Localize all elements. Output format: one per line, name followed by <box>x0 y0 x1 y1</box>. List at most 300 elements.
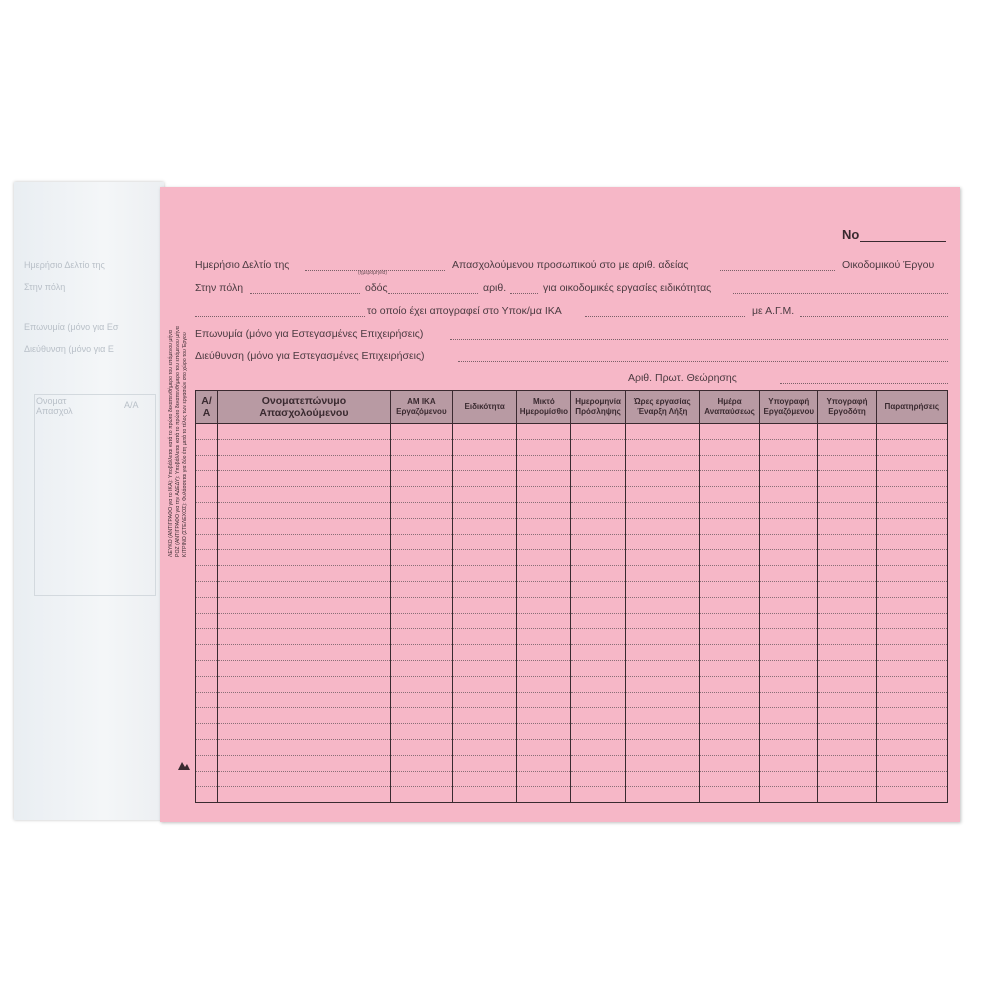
table-cell[interactable] <box>453 660 517 676</box>
table-cell[interactable] <box>699 692 759 708</box>
table-cell[interactable] <box>699 645 759 661</box>
table-cell[interactable] <box>390 424 452 440</box>
table-cell[interactable] <box>699 455 759 471</box>
table-cell[interactable] <box>218 487 391 503</box>
table-cell[interactable] <box>818 755 876 771</box>
table-cell[interactable] <box>699 613 759 629</box>
form-number-field[interactable] <box>860 241 946 242</box>
ghost-text: Διεύθυνση (μόνο για Ε <box>24 344 114 354</box>
city-field[interactable] <box>250 293 360 294</box>
table-cell[interactable] <box>453 613 517 629</box>
table-cell[interactable] <box>876 471 947 487</box>
table-cell[interactable] <box>818 502 876 518</box>
table-cell[interactable] <box>760 439 818 455</box>
table-cell[interactable] <box>760 471 818 487</box>
table-cell[interactable] <box>760 692 818 708</box>
table-cell[interactable] <box>196 613 218 629</box>
table-cell[interactable] <box>390 471 452 487</box>
table-cell[interactable] <box>571 613 625 629</box>
table-cell[interactable] <box>453 597 517 613</box>
table-cell[interactable] <box>218 534 391 550</box>
table-cell[interactable] <box>571 597 625 613</box>
table-row <box>196 581 948 597</box>
table-cell[interactable] <box>699 676 759 692</box>
table-cell[interactable] <box>196 724 218 740</box>
table-cell[interactable] <box>625 502 699 518</box>
table-cell[interactable] <box>517 597 571 613</box>
table-cell[interactable] <box>517 629 571 645</box>
table-cell[interactable] <box>196 439 218 455</box>
table-cell[interactable] <box>453 787 517 803</box>
table-cell[interactable] <box>453 708 517 724</box>
table-cell[interactable] <box>625 676 699 692</box>
table-cell[interactable] <box>517 645 571 661</box>
table-cell[interactable] <box>390 660 452 676</box>
table-cell[interactable] <box>517 724 571 740</box>
table-cell[interactable] <box>196 502 218 518</box>
table-cell[interactable] <box>699 771 759 787</box>
agm-label: με Α.Γ.Μ. <box>752 305 795 317</box>
table-cell[interactable] <box>390 550 452 566</box>
table-cell[interactable] <box>218 787 391 803</box>
table-cell[interactable] <box>876 566 947 582</box>
table-cell[interactable] <box>571 487 625 503</box>
table-cell[interactable] <box>453 455 517 471</box>
table-cell[interactable] <box>699 739 759 755</box>
table-cell[interactable] <box>218 676 391 692</box>
company-address-label: Διεύθυνση (μόνο για Εστεγασμένες Επιχειρήσεις) <box>195 350 425 362</box>
table-cell[interactable] <box>196 487 218 503</box>
table-cell[interactable] <box>390 518 452 534</box>
table-cell[interactable] <box>818 692 876 708</box>
table-cell[interactable] <box>760 708 818 724</box>
table-cell[interactable] <box>390 724 452 740</box>
table-cell[interactable] <box>760 629 818 645</box>
table-cell[interactable] <box>390 581 452 597</box>
table-cell[interactable] <box>390 692 452 708</box>
table-cell[interactable] <box>517 566 571 582</box>
table-cell[interactable] <box>196 581 218 597</box>
table-cell[interactable] <box>876 613 947 629</box>
table-cell[interactable] <box>876 676 947 692</box>
table-cell[interactable] <box>625 724 699 740</box>
table-cell[interactable] <box>876 487 947 503</box>
table-cell[interactable] <box>625 534 699 550</box>
table-cell[interactable] <box>517 739 571 755</box>
table-cell[interactable] <box>625 613 699 629</box>
table-cell[interactable] <box>876 739 947 755</box>
table-cell[interactable] <box>625 455 699 471</box>
table-cell[interactable] <box>517 676 571 692</box>
table-cell[interactable] <box>218 439 391 455</box>
table-cell[interactable] <box>571 550 625 566</box>
table-cell[interactable] <box>571 692 625 708</box>
specialty-field[interactable] <box>733 293 948 294</box>
table-cell[interactable] <box>699 708 759 724</box>
table-cell[interactable] <box>390 566 452 582</box>
table-cell[interactable] <box>818 660 876 676</box>
table-cell[interactable] <box>818 676 876 692</box>
table-cell[interactable] <box>818 455 876 471</box>
table-cell[interactable] <box>453 518 517 534</box>
table-cell[interactable] <box>760 581 818 597</box>
table-cell[interactable] <box>390 739 452 755</box>
company-name-field[interactable] <box>450 339 948 340</box>
table-cell[interactable] <box>196 645 218 661</box>
table-cell[interactable] <box>218 708 391 724</box>
table-cell[interactable] <box>517 660 571 676</box>
table-cell[interactable] <box>390 755 452 771</box>
table-cell[interactable] <box>517 487 571 503</box>
table-cell[interactable] <box>390 487 452 503</box>
table-cell[interactable] <box>625 597 699 613</box>
table-header-row <box>196 391 948 424</box>
table-cell[interactable] <box>760 518 818 534</box>
table-cell[interactable] <box>218 692 391 708</box>
table-cell[interactable] <box>699 566 759 582</box>
table-cell[interactable] <box>453 692 517 708</box>
table-row <box>196 613 948 629</box>
table-cell[interactable] <box>453 676 517 692</box>
table-cell[interactable] <box>699 439 759 455</box>
table-cell[interactable] <box>517 771 571 787</box>
table-row <box>196 550 948 566</box>
table-cell[interactable] <box>453 581 517 597</box>
license-number-field[interactable] <box>720 270 835 271</box>
table-cell[interactable] <box>196 424 218 440</box>
table-cell[interactable] <box>876 660 947 676</box>
table-cell[interactable] <box>818 566 876 582</box>
table-cell[interactable] <box>571 471 625 487</box>
table-cell[interactable] <box>876 455 947 471</box>
table-cell[interactable] <box>218 518 391 534</box>
table-cell[interactable] <box>218 771 391 787</box>
table-cell[interactable] <box>453 487 517 503</box>
table-cell[interactable] <box>390 613 452 629</box>
table-cell[interactable] <box>760 534 818 550</box>
table-cell[interactable] <box>625 755 699 771</box>
table-cell[interactable] <box>196 550 218 566</box>
table-cell[interactable] <box>196 708 218 724</box>
table-cell[interactable] <box>517 550 571 566</box>
table-cell[interactable] <box>818 739 876 755</box>
table-cell[interactable] <box>625 629 699 645</box>
table-cell[interactable] <box>625 550 699 566</box>
table-cell[interactable] <box>818 724 876 740</box>
project-field[interactable] <box>195 316 365 317</box>
table-cell[interactable] <box>453 645 517 661</box>
table-cell[interactable] <box>818 613 876 629</box>
table-cell[interactable] <box>571 787 625 803</box>
table-cell[interactable] <box>571 660 625 676</box>
table-cell[interactable] <box>453 771 517 787</box>
table-cell[interactable] <box>571 676 625 692</box>
table-cell[interactable] <box>517 692 571 708</box>
table-row <box>196 487 948 503</box>
table-cell[interactable] <box>699 629 759 645</box>
table-cell[interactable] <box>196 566 218 582</box>
table-cell[interactable] <box>818 629 876 645</box>
table-cell[interactable] <box>571 581 625 597</box>
table-cell[interactable] <box>196 518 218 534</box>
table-cell[interactable] <box>517 424 571 440</box>
table-cell[interactable] <box>699 581 759 597</box>
table-cell[interactable] <box>453 739 517 755</box>
table-cell[interactable] <box>571 424 625 440</box>
table-cell[interactable] <box>517 518 571 534</box>
table-cell[interactable] <box>625 581 699 597</box>
table-cell[interactable] <box>571 739 625 755</box>
table-cell[interactable] <box>876 629 947 645</box>
table-cell[interactable] <box>876 724 947 740</box>
table-cell[interactable] <box>196 455 218 471</box>
table-cell[interactable] <box>196 660 218 676</box>
table-cell[interactable] <box>876 645 947 661</box>
table-cell[interactable] <box>517 439 571 455</box>
table-cell[interactable] <box>453 566 517 582</box>
table-cell[interactable] <box>876 550 947 566</box>
table-cell[interactable] <box>818 597 876 613</box>
table-cell[interactable] <box>876 708 947 724</box>
table-cell[interactable] <box>218 581 391 597</box>
table-cell[interactable] <box>453 755 517 771</box>
table-cell[interactable] <box>218 645 391 661</box>
table-cell[interactable] <box>760 771 818 787</box>
table-cell[interactable] <box>876 771 947 787</box>
table-cell[interactable] <box>760 660 818 676</box>
table-cell[interactable] <box>876 787 947 803</box>
table-cell[interactable] <box>218 550 391 566</box>
table-cell[interactable] <box>818 708 876 724</box>
table-cell[interactable] <box>517 581 571 597</box>
table-cell[interactable] <box>218 502 391 518</box>
table-cell[interactable] <box>818 534 876 550</box>
table-cell[interactable] <box>218 566 391 582</box>
company-name-label: Επωνυμία (μόνο για Εστεγασμένες Επιχειρήσεις) <box>195 328 424 340</box>
table-cell[interactable] <box>760 613 818 629</box>
table-row <box>196 645 948 661</box>
table-cell[interactable] <box>699 487 759 503</box>
table-cell[interactable] <box>760 676 818 692</box>
table-cell[interactable] <box>453 439 517 455</box>
table-cell[interactable] <box>571 645 625 661</box>
table-cell[interactable] <box>218 755 391 771</box>
table-cell[interactable] <box>876 518 947 534</box>
table-cell[interactable] <box>571 534 625 550</box>
table-cell[interactable] <box>876 424 947 440</box>
table-cell[interactable] <box>218 629 391 645</box>
table-row <box>196 739 948 755</box>
table-cell[interactable] <box>625 566 699 582</box>
table-cell[interactable] <box>571 708 625 724</box>
table-cell[interactable] <box>818 424 876 440</box>
table-cell[interactable] <box>196 787 218 803</box>
table-cell[interactable] <box>390 676 452 692</box>
table-cell[interactable] <box>218 455 391 471</box>
table-cell[interactable] <box>218 471 391 487</box>
table-cell[interactable] <box>699 787 759 803</box>
table-cell[interactable] <box>390 787 452 803</box>
table-cell[interactable] <box>699 471 759 487</box>
table-cell[interactable] <box>571 439 625 455</box>
table-cell[interactable] <box>196 739 218 755</box>
table-cell[interactable] <box>699 550 759 566</box>
table-cell[interactable] <box>390 708 452 724</box>
table-cell[interactable] <box>517 787 571 803</box>
table-cell[interactable] <box>453 424 517 440</box>
table-cell[interactable] <box>699 755 759 771</box>
table-cell[interactable] <box>390 502 452 518</box>
table-cell[interactable] <box>625 660 699 676</box>
table-cell[interactable] <box>218 424 391 440</box>
ika-branch-field[interactable] <box>585 316 745 317</box>
table-cell[interactable] <box>453 724 517 740</box>
table-cell[interactable] <box>625 645 699 661</box>
table-cell[interactable] <box>517 708 571 724</box>
table-cell[interactable] <box>196 534 218 550</box>
agm-field[interactable] <box>800 316 948 317</box>
protocol-number-field[interactable] <box>780 383 948 384</box>
table-cell[interactable] <box>760 645 818 661</box>
table-cell[interactable] <box>390 439 452 455</box>
table-cell[interactable] <box>876 692 947 708</box>
table-cell[interactable] <box>699 424 759 440</box>
table-cell[interactable] <box>699 534 759 550</box>
table-cell[interactable] <box>196 692 218 708</box>
table-row <box>196 597 948 613</box>
table-cell[interactable] <box>818 439 876 455</box>
table-cell[interactable] <box>625 487 699 503</box>
table-cell[interactable] <box>699 518 759 534</box>
table-cell[interactable] <box>699 502 759 518</box>
column-header-aa: Α/Α <box>196 391 218 424</box>
table-cell[interactable] <box>818 550 876 566</box>
table-cell[interactable] <box>625 708 699 724</box>
table-cell[interactable] <box>517 455 571 471</box>
table-cell[interactable] <box>760 424 818 440</box>
table-cell[interactable] <box>818 771 876 787</box>
table-cell[interactable] <box>760 597 818 613</box>
table-cell[interactable] <box>453 471 517 487</box>
table-cell[interactable] <box>760 455 818 471</box>
table-cell[interactable] <box>625 518 699 534</box>
date-hint: (ημερομηνία) <box>358 270 388 276</box>
table-cell[interactable] <box>517 471 571 487</box>
table-cell[interactable] <box>196 597 218 613</box>
table-cell[interactable] <box>760 502 818 518</box>
table-cell[interactable] <box>625 424 699 440</box>
table-cell[interactable] <box>218 724 391 740</box>
table-cell[interactable] <box>196 755 218 771</box>
table-cell[interactable] <box>876 439 947 455</box>
table-cell[interactable] <box>390 629 452 645</box>
table-cell[interactable] <box>818 487 876 503</box>
table-cell[interactable] <box>453 534 517 550</box>
table-cell[interactable] <box>760 550 818 566</box>
table-cell[interactable] <box>818 471 876 487</box>
table-cell[interactable] <box>818 581 876 597</box>
table-cell[interactable] <box>571 629 625 645</box>
table-row <box>196 502 948 518</box>
table-row <box>196 692 948 708</box>
table-cell[interactable] <box>876 502 947 518</box>
table-row <box>196 724 948 740</box>
table-cell[interactable] <box>196 629 218 645</box>
table-cell[interactable] <box>196 471 218 487</box>
table-cell[interactable] <box>625 739 699 755</box>
table-cell[interactable] <box>390 534 452 550</box>
table-cell[interactable] <box>196 771 218 787</box>
table-cell[interactable] <box>760 724 818 740</box>
table-cell[interactable] <box>625 439 699 455</box>
table-cell[interactable] <box>571 518 625 534</box>
table-cell[interactable] <box>760 566 818 582</box>
table-cell[interactable] <box>218 660 391 676</box>
table-cell[interactable] <box>218 613 391 629</box>
table-cell[interactable] <box>625 787 699 803</box>
table-cell[interactable] <box>390 645 452 661</box>
table-cell[interactable] <box>876 597 947 613</box>
table-cell[interactable] <box>699 660 759 676</box>
company-address-field[interactable] <box>458 361 948 362</box>
table-cell[interactable] <box>876 755 947 771</box>
table-cell[interactable] <box>699 724 759 740</box>
table-cell[interactable] <box>818 787 876 803</box>
table-cell[interactable] <box>760 487 818 503</box>
ghost-text: Απασχολ <box>36 406 73 416</box>
table-cell[interactable] <box>571 455 625 471</box>
ghost-text: Α/Α <box>124 400 139 410</box>
table-cell[interactable] <box>625 771 699 787</box>
table-cell[interactable] <box>517 613 571 629</box>
table-cell[interactable] <box>876 534 947 550</box>
table-cell[interactable] <box>760 787 818 803</box>
table-cell[interactable] <box>218 739 391 755</box>
table-cell[interactable] <box>390 597 452 613</box>
table-cell[interactable] <box>876 581 947 597</box>
table-row <box>196 518 948 534</box>
table-cell[interactable] <box>218 597 391 613</box>
table-cell[interactable] <box>453 550 517 566</box>
table-cell[interactable] <box>625 692 699 708</box>
table-cell[interactable] <box>453 502 517 518</box>
table-cell[interactable] <box>818 645 876 661</box>
table-cell[interactable] <box>453 629 517 645</box>
table-cell[interactable] <box>760 755 818 771</box>
street-field[interactable] <box>388 293 478 294</box>
table-cell[interactable] <box>390 771 452 787</box>
table-row <box>196 708 948 724</box>
table-cell[interactable] <box>760 739 818 755</box>
table-cell[interactable] <box>390 455 452 471</box>
table-cell[interactable] <box>517 534 571 550</box>
table-cell[interactable] <box>571 502 625 518</box>
table-cell[interactable] <box>196 676 218 692</box>
street-number-field[interactable] <box>510 293 538 294</box>
table-cell[interactable] <box>571 724 625 740</box>
table-cell[interactable] <box>699 597 759 613</box>
table-cell[interactable] <box>625 471 699 487</box>
table-cell[interactable] <box>571 771 625 787</box>
table-cell[interactable] <box>571 566 625 582</box>
table-cell[interactable] <box>818 518 876 534</box>
column-header-gross-wage: Μικτό Ημερομίσθιο <box>517 391 571 424</box>
table-cell[interactable] <box>517 755 571 771</box>
table-cell[interactable] <box>571 755 625 771</box>
table-cell[interactable] <box>517 502 571 518</box>
city-label: Στην πόλη <box>195 282 244 294</box>
table-row <box>196 629 948 645</box>
